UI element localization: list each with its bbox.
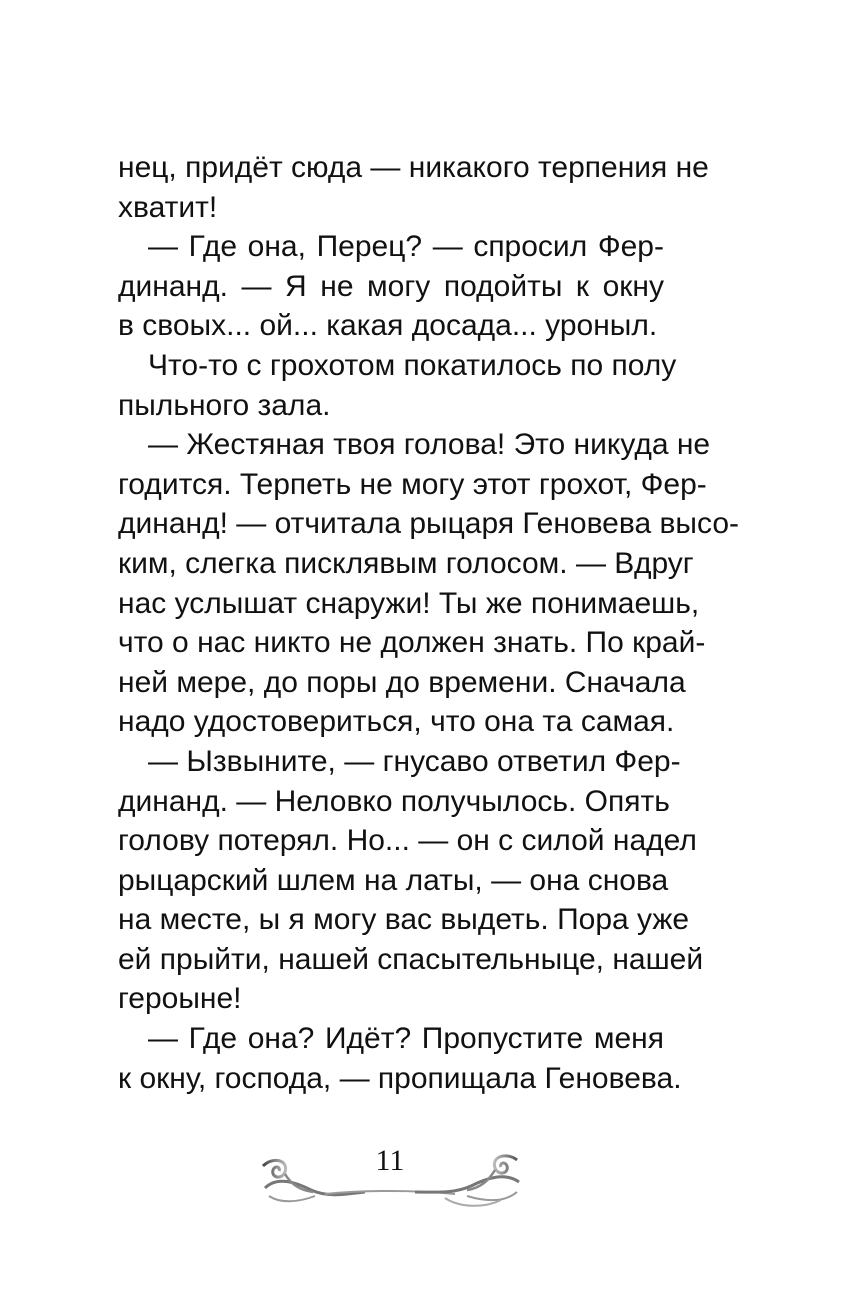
- text-line: в своых... ой... какая досада... уроныл.: [118, 309, 658, 343]
- text-line: нец, придёт сюда — никакого терпения не: [118, 151, 709, 184]
- text-line: динанд. — Я не могу подойты к окну: [118, 269, 664, 303]
- text-line: к окну, господа, — пропищала Геновева.: [118, 1061, 682, 1095]
- body-text: [118, 148, 739, 1098]
- text-line: — Жестяная твоя голова! Это никуда не: [148, 428, 711, 462]
- text-line: динанд! — отчитала рыцаря Геновева высо-: [118, 507, 739, 541]
- text-line: ней мере, до поры до времени. Сначала: [118, 665, 686, 699]
- text-line: пыльного зала.: [118, 388, 331, 422]
- text-line: Что-то с грохотом покатилось по полу: [148, 348, 677, 382]
- text-line: — Где она? Идёт? Пропустите меня: [148, 1022, 664, 1056]
- text-line: рыцарский шлем на латы, — она снова: [118, 863, 669, 897]
- text-line: хватит!: [118, 190, 218, 224]
- text-line: надо удостовериться, что она та самая.: [118, 705, 675, 739]
- text-line: на месте, ы я могу вас выдеть. Пора уже: [118, 903, 690, 937]
- text-line: динанд. — Неловко получылось. Опять: [118, 784, 670, 818]
- text-line: нас услышат снаружи! Ты же понимаешь,: [118, 586, 700, 620]
- text-line: что о нас никто не должен знать. По край-: [118, 626, 706, 660]
- text-line: — Где она, Перец? — спросил Фер-: [148, 230, 664, 264]
- page-number: 11: [375, 1144, 405, 1177]
- text-line: ким, слегка писклявым голосом. — Вдруг: [118, 546, 694, 580]
- page-footer: [255, 1138, 525, 1228]
- text-line: героыне!: [118, 982, 242, 1016]
- text-line: годится. Терпеть не могу этот грохот, Фер-: [118, 467, 707, 501]
- text-line: голову потерял. Но... — он с силой надел: [118, 824, 697, 858]
- text-line: — Ызвыните, — гнусаво ответил Фер-: [148, 744, 681, 778]
- text-line: ей прыйти, нашей спасытельныце, нашей: [118, 942, 704, 976]
